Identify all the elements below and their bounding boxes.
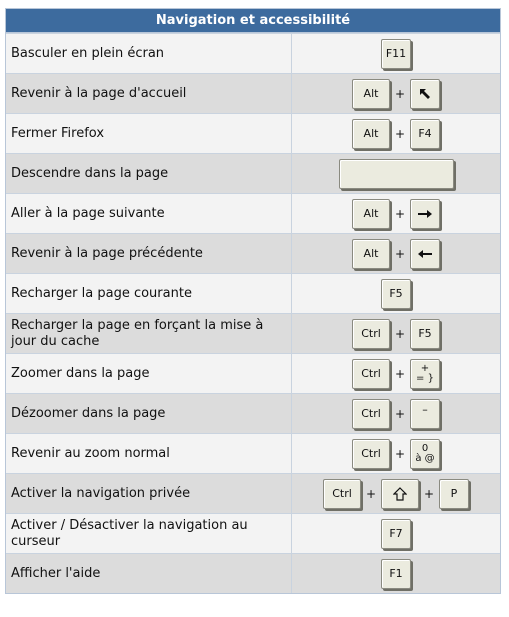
key-combo <box>292 154 500 193</box>
left-arrow-key <box>410 239 440 269</box>
plus-sign: + <box>394 406 406 421</box>
row-label: Dézoomer dans la page <box>6 394 292 433</box>
table-row <box>6 393 500 433</box>
plus-sign: + <box>394 246 406 261</box>
ctrl-key: Ctrl <box>352 359 390 389</box>
table-row <box>6 433 500 473</box>
row-label: Aller à la page suivante <box>6 194 292 233</box>
shift-arrow-icon <box>393 487 407 501</box>
plus-sign: + <box>394 446 406 461</box>
table-row <box>6 513 500 553</box>
plus-sign: + <box>394 366 406 381</box>
plus-sign: + <box>394 126 406 141</box>
key-combo <box>292 274 500 313</box>
key-combo <box>292 114 500 153</box>
key-combo <box>292 554 500 593</box>
table-row <box>6 313 500 353</box>
table-row <box>6 153 500 193</box>
arrow-right-icon <box>417 209 433 219</box>
space-key <box>339 159 454 189</box>
row-label: Recharger la page en forçant la mise à jour du cache <box>6 314 292 353</box>
row-label: Revenir au zoom normal <box>6 434 292 473</box>
key-combo <box>292 434 500 473</box>
zero-key-top: 0 <box>421 442 429 454</box>
table-row <box>6 33 500 73</box>
key-combo <box>292 194 500 233</box>
f5-key: F5 <box>381 279 411 309</box>
row-label: Basculer en plein écran <box>6 34 292 73</box>
plus-sign: + <box>423 486 435 501</box>
table-row <box>6 73 500 113</box>
p-key: P <box>439 479 469 509</box>
plus-key-bottom: = } <box>416 372 434 384</box>
key-combo <box>292 394 500 433</box>
alt-key: Alt <box>352 239 390 269</box>
plus-key <box>410 359 440 389</box>
shift-key <box>381 479 419 509</box>
plus-sign: + <box>394 86 406 101</box>
alt-key: Alt <box>352 79 390 109</box>
plus-sign: + <box>365 486 377 501</box>
row-label: Zoomer dans la page <box>6 354 292 393</box>
key-combo <box>292 74 500 113</box>
arrow-left-icon <box>417 249 433 259</box>
home-key <box>410 79 440 109</box>
plus-sign: + <box>394 326 406 341</box>
key-combo <box>292 34 500 73</box>
table-row <box>6 113 500 153</box>
row-label: Revenir à la page d'accueil <box>6 74 292 113</box>
plus-key-top: + <box>420 362 430 374</box>
key-combo <box>292 474 500 513</box>
arrow-upleft-icon <box>418 87 432 101</box>
row-label: Afficher l'aide <box>6 554 292 593</box>
row-label: Revenir à la page précédente <box>6 234 292 273</box>
key-combo <box>292 514 500 553</box>
f5-key: F5 <box>410 319 440 349</box>
zero-key <box>410 439 440 469</box>
row-label: Descendre dans la page <box>6 154 292 193</box>
f4-key: F4 <box>410 119 440 149</box>
shortcuts-table <box>5 8 501 594</box>
table-header: Navigation et accessibilité <box>6 9 500 33</box>
minus-key: – <box>410 399 440 429</box>
ctrl-key: Ctrl <box>352 399 390 429</box>
ctrl-key: Ctrl <box>352 319 390 349</box>
right-arrow-key <box>410 199 440 229</box>
f1-key: F1 <box>381 559 411 589</box>
row-label: Activer la navigation privée <box>6 474 292 513</box>
key-combo <box>292 314 500 353</box>
f11-key: F11 <box>381 39 411 69</box>
ctrl-key: Ctrl <box>352 439 390 469</box>
row-label: Activer / Désactiver la navigation au curseur <box>6 514 292 553</box>
key-combo <box>292 354 500 393</box>
plus-sign: + <box>394 206 406 221</box>
table-row <box>6 553 500 593</box>
alt-key: Alt <box>352 199 390 229</box>
ctrl-key: Ctrl <box>323 479 361 509</box>
table-row <box>6 273 500 313</box>
row-label: Recharger la page courante <box>6 274 292 313</box>
table-row <box>6 193 500 233</box>
zero-key-bottom: à @ <box>415 452 435 464</box>
row-label: Fermer Firefox <box>6 114 292 153</box>
table-row <box>6 233 500 273</box>
key-combo <box>292 234 500 273</box>
table-row <box>6 473 500 513</box>
f7-key: F7 <box>381 519 411 549</box>
alt-key: Alt <box>352 119 390 149</box>
table-row <box>6 353 500 393</box>
